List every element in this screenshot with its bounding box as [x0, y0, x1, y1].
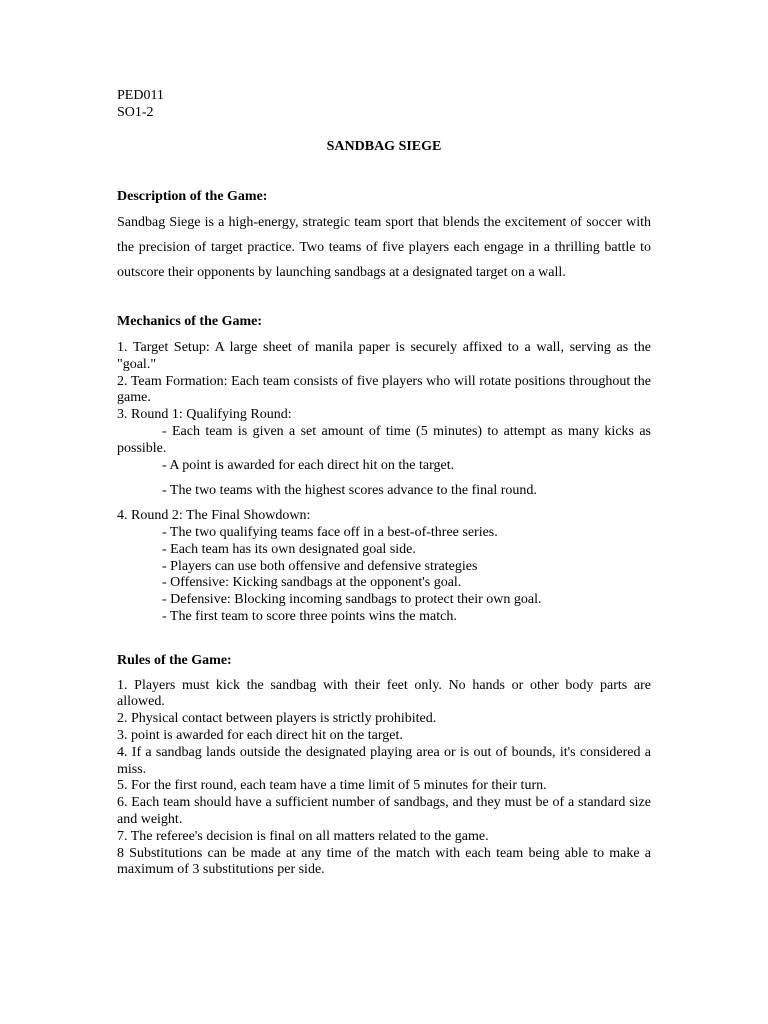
rules-item: 1. Players must kick the sandbag with their feet only. No hands or other body parts are allowed.: [117, 677, 651, 710]
mechanics-item-2: 2. Team Formation: Each team consists of five players who will rotate positions throughout the game.: [117, 373, 651, 406]
document-title: SANDBAG SIEGE: [326, 138, 442, 154]
mechanics-item-4-sub: - Each team has its own designated goal side.: [162, 541, 416, 557]
rules-item: 8 Substitutions can be made at any time of the match with each team being able to make a maximum of 3 substitutions per side.: [117, 845, 651, 878]
rules-item: 7. The referee's decision is final on all matters related to the game.: [117, 828, 489, 844]
mechanics-item-4: 4. Round 2: The Final Showdown:: [117, 508, 311, 524]
mechanics-item-3-sub-1: - Each team is given a set amount of time (5 minutes) to attempt as many kicks as possible.: [117, 423, 651, 456]
mechanics-item-3-sub-3: - The two teams with the highest scores advance to the final round.: [162, 483, 537, 499]
description-text: Sandbag Siege is a high-energy, strategic team sport that blends the excitement of soccer with the precision of target practice. Two teams of five players each engage in a thrilling battle to outscore their opponents by launching sandbags at a designated target on a wall.: [117, 215, 651, 281]
mechanics-item-1: 1. Target Setup: A large sheet of manila paper is securely affixed to a wall, serving as the "goal.": [117, 339, 651, 372]
rules-heading: Rules of the Game:: [117, 652, 232, 668]
rules-item: 6. Each team should have a sufficient number of sandbags, and they must be of a standard size and weight.: [117, 795, 651, 827]
rules-item: 2. Physical contact between players is strictly prohibited.: [117, 711, 437, 727]
mechanics-item-3: 3. Round 1: Qualifying Round:: [117, 407, 292, 423]
document-page: [117, 88, 651, 879]
rules-item: 4. If a sandbag lands outside the designated playing area or is out of bounds, it's considered a miss.: [117, 744, 651, 777]
description-heading: Description of the Game:: [117, 189, 268, 205]
mechanics-item-4-sub: - Defensive: Blocking incoming sandbags to protect their own goal.: [162, 592, 542, 608]
mechanics-item-4-sub: - Players can use both offensive and defensive strategies: [162, 558, 478, 574]
rules-item: 5. For the first round, each team have a time limit of 5 minutes for their turn.: [117, 778, 547, 794]
rules-item: 3. point is awarded for each direct hit on the target.: [117, 727, 403, 743]
mechanics-heading: Mechanics of the Game:: [117, 314, 263, 330]
mechanics-item-4-sub: - Offensive: Kicking sandbags at the opponent's goal.: [162, 575, 462, 591]
mechanics-item-4-sub: - The first team to score three points wins the match.: [162, 608, 457, 624]
rules-list: [117, 678, 651, 880]
header-code: PED011: [117, 88, 164, 103]
mechanics-item-4-sub: - The two qualifying teams face off in a best-of-three series.: [162, 524, 498, 540]
mechanics-item-3-sub-2: - A point is awarded for each direct hit on the target.: [162, 457, 455, 473]
header-section: SO1-2: [117, 104, 154, 120]
